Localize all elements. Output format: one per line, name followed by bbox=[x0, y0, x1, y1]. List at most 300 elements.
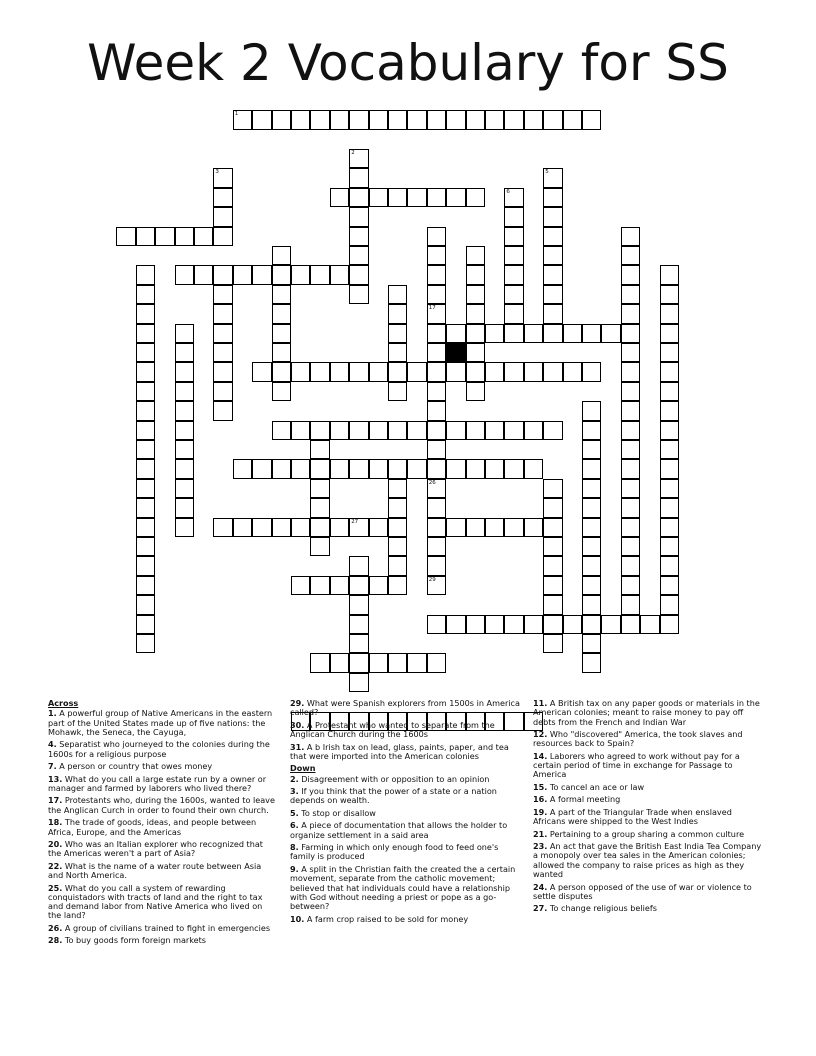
grid-cell[interactable] bbox=[291, 421, 310, 440]
grid-cell[interactable] bbox=[524, 362, 543, 381]
grid-cell[interactable] bbox=[524, 615, 543, 634]
grid-cell[interactable] bbox=[504, 615, 523, 634]
grid-cell[interactable] bbox=[272, 265, 291, 284]
grid-cell[interactable] bbox=[272, 110, 291, 129]
grid-cell[interactable] bbox=[601, 324, 620, 343]
grid-cell[interactable] bbox=[446, 518, 465, 537]
grid-cell[interactable] bbox=[136, 401, 155, 420]
grid-cell[interactable] bbox=[504, 304, 523, 323]
grid-cell[interactable] bbox=[485, 362, 504, 381]
grid-cell[interactable] bbox=[582, 110, 601, 129]
grid-cell[interactable] bbox=[407, 110, 426, 129]
grid-cell[interactable] bbox=[136, 440, 155, 459]
grid-cell[interactable] bbox=[485, 324, 504, 343]
grid-cell[interactable] bbox=[621, 324, 640, 343]
grid-cell[interactable] bbox=[427, 518, 446, 537]
grid-cell[interactable] bbox=[621, 556, 640, 575]
grid-cell[interactable] bbox=[427, 382, 446, 401]
grid-cell[interactable] bbox=[349, 595, 368, 614]
grid-cell[interactable] bbox=[310, 362, 329, 381]
grid-cell[interactable] bbox=[349, 362, 368, 381]
grid-cell[interactable] bbox=[330, 518, 349, 537]
grid-cell[interactable] bbox=[660, 537, 679, 556]
grid-cell[interactable] bbox=[369, 188, 388, 207]
grid-cell[interactable] bbox=[310, 110, 329, 129]
grid-cell[interactable] bbox=[291, 576, 310, 595]
grid-cell[interactable] bbox=[175, 440, 194, 459]
grid-cell[interactable] bbox=[136, 227, 155, 246]
grid-cell[interactable] bbox=[621, 246, 640, 265]
grid-cell[interactable] bbox=[369, 576, 388, 595]
grid-cell[interactable] bbox=[272, 421, 291, 440]
grid-cell[interactable] bbox=[175, 382, 194, 401]
grid-cell[interactable] bbox=[543, 246, 562, 265]
grid-cell[interactable] bbox=[543, 634, 562, 653]
grid-cell[interactable] bbox=[388, 518, 407, 537]
grid-cell[interactable] bbox=[175, 343, 194, 362]
grid-cell[interactable] bbox=[582, 556, 601, 575]
grid-cell[interactable] bbox=[504, 265, 523, 284]
grid-cell[interactable] bbox=[621, 518, 640, 537]
grid-cell[interactable] bbox=[621, 227, 640, 246]
grid-cell[interactable] bbox=[466, 362, 485, 381]
grid-cell[interactable] bbox=[543, 285, 562, 304]
grid-cell[interactable] bbox=[660, 459, 679, 478]
grid-cell[interactable] bbox=[582, 324, 601, 343]
grid-cell[interactable] bbox=[407, 362, 426, 381]
grid-cell[interactable] bbox=[349, 459, 368, 478]
grid-cell[interactable] bbox=[466, 285, 485, 304]
grid-cell[interactable] bbox=[175, 518, 194, 537]
grid-cell[interactable] bbox=[407, 188, 426, 207]
grid-cell[interactable] bbox=[369, 110, 388, 129]
grid-cell[interactable] bbox=[388, 556, 407, 575]
grid-cell[interactable] bbox=[136, 459, 155, 478]
grid-cell[interactable] bbox=[330, 362, 349, 381]
grid-cell[interactable] bbox=[427, 362, 446, 381]
grid-cell[interactable] bbox=[427, 110, 446, 129]
grid-cell[interactable] bbox=[582, 518, 601, 537]
grid-cell[interactable] bbox=[388, 285, 407, 304]
grid-cell[interactable] bbox=[543, 576, 562, 595]
grid-cell[interactable] bbox=[427, 537, 446, 556]
grid-cell[interactable] bbox=[543, 537, 562, 556]
grid-cell[interactable] bbox=[330, 110, 349, 129]
grid-cell[interactable] bbox=[136, 518, 155, 537]
grid-cell[interactable] bbox=[660, 362, 679, 381]
grid-cell[interactable] bbox=[349, 673, 368, 692]
grid-cell[interactable] bbox=[175, 498, 194, 517]
grid-cell[interactable] bbox=[272, 324, 291, 343]
grid-cell[interactable] bbox=[349, 634, 368, 653]
grid-cell[interactable] bbox=[427, 479, 446, 498]
grid-cell[interactable] bbox=[621, 285, 640, 304]
grid-cell[interactable] bbox=[446, 188, 465, 207]
grid-cell[interactable] bbox=[291, 518, 310, 537]
grid-cell[interactable] bbox=[310, 576, 329, 595]
grid-cell[interactable] bbox=[621, 382, 640, 401]
grid-cell[interactable] bbox=[272, 382, 291, 401]
grid-cell[interactable] bbox=[504, 518, 523, 537]
grid-cell[interactable] bbox=[388, 421, 407, 440]
grid-cell[interactable] bbox=[582, 401, 601, 420]
grid-cell[interactable] bbox=[388, 188, 407, 207]
grid-cell[interactable] bbox=[349, 227, 368, 246]
grid-cell[interactable] bbox=[582, 595, 601, 614]
grid-cell[interactable] bbox=[504, 227, 523, 246]
grid-cell[interactable] bbox=[563, 324, 582, 343]
grid-cell[interactable] bbox=[504, 285, 523, 304]
grid-cell[interactable] bbox=[310, 479, 329, 498]
grid-cell[interactable] bbox=[252, 362, 271, 381]
grid-cell[interactable] bbox=[349, 246, 368, 265]
grid-cell[interactable] bbox=[504, 324, 523, 343]
grid-cell[interactable] bbox=[621, 343, 640, 362]
grid-cell[interactable] bbox=[621, 479, 640, 498]
grid-cell[interactable] bbox=[485, 421, 504, 440]
grid-cell[interactable] bbox=[175, 421, 194, 440]
grid-cell[interactable] bbox=[427, 188, 446, 207]
grid-cell[interactable] bbox=[407, 421, 426, 440]
grid-cell[interactable] bbox=[272, 285, 291, 304]
grid-cell[interactable] bbox=[543, 518, 562, 537]
grid-cell[interactable] bbox=[621, 401, 640, 420]
grid-cell[interactable] bbox=[136, 479, 155, 498]
grid-cell[interactable] bbox=[427, 304, 446, 323]
grid-cell[interactable] bbox=[582, 576, 601, 595]
grid-cell[interactable] bbox=[660, 479, 679, 498]
grid-cell[interactable] bbox=[660, 595, 679, 614]
grid-cell[interactable] bbox=[427, 440, 446, 459]
grid-cell[interactable] bbox=[213, 343, 232, 362]
grid-cell[interactable] bbox=[582, 479, 601, 498]
grid-cell[interactable] bbox=[543, 421, 562, 440]
grid-cell[interactable] bbox=[485, 110, 504, 129]
grid-cell[interactable] bbox=[252, 459, 271, 478]
grid-cell[interactable] bbox=[116, 227, 135, 246]
grid-cell[interactable] bbox=[330, 653, 349, 672]
grid-cell[interactable] bbox=[349, 188, 368, 207]
grid-cell[interactable] bbox=[233, 110, 252, 129]
grid-cell[interactable] bbox=[466, 615, 485, 634]
grid-cell[interactable] bbox=[660, 421, 679, 440]
grid-cell[interactable] bbox=[660, 304, 679, 323]
grid-cell[interactable] bbox=[543, 188, 562, 207]
grid-cell[interactable] bbox=[349, 576, 368, 595]
grid-cell[interactable] bbox=[349, 265, 368, 284]
grid-cell[interactable] bbox=[252, 110, 271, 129]
grid-cell[interactable] bbox=[369, 421, 388, 440]
grid-cell[interactable] bbox=[388, 576, 407, 595]
grid-cell[interactable] bbox=[330, 188, 349, 207]
grid-cell[interactable] bbox=[310, 440, 329, 459]
grid-cell[interactable] bbox=[660, 285, 679, 304]
grid-cell[interactable] bbox=[660, 440, 679, 459]
grid-cell[interactable] bbox=[446, 110, 465, 129]
grid-cell[interactable] bbox=[427, 421, 446, 440]
grid-cell[interactable] bbox=[543, 304, 562, 323]
grid-cell[interactable] bbox=[485, 518, 504, 537]
grid-cell[interactable] bbox=[543, 498, 562, 517]
grid-cell[interactable] bbox=[213, 207, 232, 226]
grid-cell[interactable] bbox=[310, 265, 329, 284]
grid-cell[interactable] bbox=[660, 556, 679, 575]
grid-cell[interactable] bbox=[175, 479, 194, 498]
grid-cell[interactable] bbox=[369, 518, 388, 537]
grid-cell[interactable] bbox=[524, 421, 543, 440]
grid-cell[interactable] bbox=[466, 188, 485, 207]
grid-cell[interactable] bbox=[213, 227, 232, 246]
grid-cell[interactable] bbox=[136, 556, 155, 575]
grid-cell[interactable] bbox=[213, 382, 232, 401]
grid-cell[interactable] bbox=[330, 421, 349, 440]
grid-cell[interactable] bbox=[175, 362, 194, 381]
grid-cell[interactable] bbox=[407, 459, 426, 478]
grid-cell[interactable] bbox=[213, 265, 232, 284]
grid-cell[interactable] bbox=[136, 595, 155, 614]
grid-cell[interactable] bbox=[543, 207, 562, 226]
grid-cell[interactable] bbox=[466, 459, 485, 478]
grid-cell[interactable] bbox=[272, 343, 291, 362]
grid-cell[interactable] bbox=[349, 556, 368, 575]
grid-cell[interactable] bbox=[524, 324, 543, 343]
grid-cell[interactable] bbox=[427, 653, 446, 672]
grid-cell[interactable] bbox=[504, 362, 523, 381]
grid-cell[interactable] bbox=[349, 168, 368, 187]
grid-cell[interactable] bbox=[543, 110, 562, 129]
grid-cell[interactable] bbox=[136, 634, 155, 653]
grid-cell[interactable] bbox=[621, 537, 640, 556]
grid-cell[interactable] bbox=[466, 324, 485, 343]
grid-cell[interactable] bbox=[466, 246, 485, 265]
grid-cell[interactable] bbox=[601, 615, 620, 634]
grid-cell[interactable] bbox=[504, 459, 523, 478]
grid-cell[interactable] bbox=[388, 537, 407, 556]
grid-cell[interactable] bbox=[446, 421, 465, 440]
grid-cell[interactable] bbox=[349, 653, 368, 672]
grid-cell[interactable] bbox=[621, 440, 640, 459]
grid-cell[interactable] bbox=[524, 459, 543, 478]
grid-cell[interactable] bbox=[388, 653, 407, 672]
grid-cell[interactable] bbox=[543, 556, 562, 575]
grid-cell[interactable] bbox=[136, 343, 155, 362]
grid-cell[interactable] bbox=[427, 324, 446, 343]
grid-cell[interactable] bbox=[466, 421, 485, 440]
grid-cell[interactable] bbox=[582, 615, 601, 634]
grid-cell[interactable] bbox=[272, 304, 291, 323]
grid-cell[interactable] bbox=[272, 518, 291, 537]
grid-cell[interactable] bbox=[621, 615, 640, 634]
grid-cell[interactable] bbox=[466, 382, 485, 401]
grid-cell[interactable] bbox=[427, 459, 446, 478]
grid-cell[interactable] bbox=[349, 149, 368, 168]
grid-cell[interactable] bbox=[640, 615, 659, 634]
grid-cell[interactable] bbox=[330, 459, 349, 478]
grid-cell[interactable] bbox=[136, 576, 155, 595]
grid-cell[interactable] bbox=[369, 459, 388, 478]
grid-cell[interactable] bbox=[582, 362, 601, 381]
grid-cell[interactable] bbox=[446, 615, 465, 634]
grid-cell[interactable] bbox=[582, 537, 601, 556]
grid-cell[interactable] bbox=[155, 227, 174, 246]
grid-cell[interactable] bbox=[330, 265, 349, 284]
grid-cell[interactable] bbox=[563, 615, 582, 634]
grid-cell[interactable] bbox=[136, 285, 155, 304]
grid-cell[interactable] bbox=[213, 168, 232, 187]
grid-cell[interactable] bbox=[349, 421, 368, 440]
grid-cell[interactable] bbox=[446, 324, 465, 343]
grid-cell[interactable] bbox=[136, 382, 155, 401]
grid-cell[interactable] bbox=[349, 207, 368, 226]
grid-cell[interactable] bbox=[252, 265, 271, 284]
grid-cell[interactable] bbox=[582, 440, 601, 459]
grid-cell[interactable] bbox=[272, 459, 291, 478]
grid-cell[interactable] bbox=[543, 227, 562, 246]
grid-cell[interactable] bbox=[388, 110, 407, 129]
grid-cell[interactable] bbox=[136, 498, 155, 517]
grid-cell[interactable] bbox=[213, 401, 232, 420]
grid-cell[interactable] bbox=[621, 498, 640, 517]
grid-cell[interactable] bbox=[213, 188, 232, 207]
grid-cell[interactable] bbox=[388, 382, 407, 401]
grid-cell[interactable] bbox=[446, 362, 465, 381]
grid-cell[interactable] bbox=[466, 518, 485, 537]
grid-cell[interactable] bbox=[621, 421, 640, 440]
grid-cell[interactable] bbox=[485, 615, 504, 634]
grid-cell[interactable] bbox=[136, 537, 155, 556]
grid-cell[interactable] bbox=[388, 343, 407, 362]
grid-cell[interactable] bbox=[621, 265, 640, 284]
grid-cell[interactable] bbox=[621, 459, 640, 478]
grid-cell[interactable] bbox=[504, 246, 523, 265]
grid-cell[interactable] bbox=[563, 362, 582, 381]
grid-cell[interactable] bbox=[369, 653, 388, 672]
grid-cell[interactable] bbox=[543, 324, 562, 343]
grid-cell[interactable] bbox=[388, 479, 407, 498]
grid-cell[interactable] bbox=[504, 421, 523, 440]
grid-cell[interactable] bbox=[466, 110, 485, 129]
grid-cell[interactable] bbox=[407, 653, 426, 672]
grid-cell[interactable] bbox=[310, 421, 329, 440]
grid-cell[interactable] bbox=[543, 265, 562, 284]
grid-cell[interactable] bbox=[621, 304, 640, 323]
grid-cell[interactable] bbox=[310, 518, 329, 537]
grid-cell[interactable] bbox=[543, 615, 562, 634]
grid-cell[interactable] bbox=[213, 285, 232, 304]
grid-cell[interactable] bbox=[543, 168, 562, 187]
grid-cell[interactable] bbox=[175, 227, 194, 246]
grid-cell[interactable] bbox=[446, 459, 465, 478]
grid-cell[interactable] bbox=[349, 110, 368, 129]
grid-cell[interactable] bbox=[660, 518, 679, 537]
grid-cell[interactable] bbox=[504, 188, 523, 207]
grid-cell[interactable] bbox=[582, 653, 601, 672]
grid-cell[interactable] bbox=[310, 653, 329, 672]
grid-cell[interactable] bbox=[194, 265, 213, 284]
grid-cell[interactable] bbox=[194, 227, 213, 246]
grid-cell[interactable] bbox=[621, 595, 640, 614]
grid-cell[interactable] bbox=[582, 421, 601, 440]
grid-cell[interactable] bbox=[524, 518, 543, 537]
grid-cell[interactable] bbox=[388, 498, 407, 517]
grid-cell[interactable] bbox=[660, 382, 679, 401]
grid-cell[interactable] bbox=[466, 304, 485, 323]
grid-cell[interactable] bbox=[543, 362, 562, 381]
grid-cell[interactable] bbox=[291, 459, 310, 478]
grid-cell[interactable] bbox=[369, 362, 388, 381]
grid-cell[interactable] bbox=[466, 265, 485, 284]
grid-cell[interactable] bbox=[233, 459, 252, 478]
grid-cell[interactable] bbox=[660, 343, 679, 362]
grid-cell[interactable] bbox=[388, 304, 407, 323]
grid-cell[interactable] bbox=[485, 459, 504, 478]
grid-cell[interactable] bbox=[466, 343, 485, 362]
grid-cell[interactable] bbox=[621, 362, 640, 381]
grid-cell[interactable] bbox=[563, 110, 582, 129]
grid-cell[interactable] bbox=[310, 498, 329, 517]
grid-cell[interactable] bbox=[136, 615, 155, 634]
grid-cell[interactable] bbox=[388, 459, 407, 478]
grid-cell[interactable] bbox=[136, 421, 155, 440]
grid-cell[interactable] bbox=[427, 265, 446, 284]
grid-cell[interactable] bbox=[388, 362, 407, 381]
grid-cell[interactable] bbox=[291, 265, 310, 284]
grid-cell[interactable] bbox=[427, 285, 446, 304]
grid-cell[interactable] bbox=[136, 304, 155, 323]
grid-cell[interactable] bbox=[660, 576, 679, 595]
grid-cell[interactable] bbox=[427, 227, 446, 246]
grid-cell[interactable] bbox=[175, 459, 194, 478]
grid-cell[interactable] bbox=[349, 615, 368, 634]
grid-cell[interactable] bbox=[175, 324, 194, 343]
grid-cell[interactable] bbox=[136, 362, 155, 381]
grid-cell[interactable] bbox=[213, 324, 232, 343]
grid-cell[interactable] bbox=[310, 459, 329, 478]
grid-cell[interactable] bbox=[427, 246, 446, 265]
grid-cell[interactable] bbox=[272, 362, 291, 381]
grid-cell[interactable] bbox=[660, 498, 679, 517]
grid-cell[interactable] bbox=[660, 265, 679, 284]
grid-cell[interactable] bbox=[427, 556, 446, 575]
grid-cell[interactable] bbox=[543, 595, 562, 614]
grid-cell[interactable] bbox=[582, 459, 601, 478]
grid-cell[interactable] bbox=[136, 265, 155, 284]
grid-cell[interactable] bbox=[272, 246, 291, 265]
grid-cell[interactable] bbox=[427, 576, 446, 595]
grid-cell[interactable] bbox=[582, 634, 601, 653]
grid-cell[interactable] bbox=[543, 479, 562, 498]
grid-cell[interactable] bbox=[136, 324, 155, 343]
grid-cell[interactable] bbox=[175, 265, 194, 284]
grid-cell[interactable] bbox=[388, 324, 407, 343]
grid-cell[interactable] bbox=[582, 498, 601, 517]
grid-cell[interactable] bbox=[660, 401, 679, 420]
grid-cell[interactable] bbox=[291, 362, 310, 381]
grid-cell[interactable] bbox=[310, 537, 329, 556]
grid-cell[interactable] bbox=[427, 615, 446, 634]
grid-cell[interactable] bbox=[660, 324, 679, 343]
grid-cell[interactable] bbox=[213, 518, 232, 537]
grid-cell[interactable] bbox=[427, 343, 446, 362]
grid-cell[interactable] bbox=[621, 576, 640, 595]
grid-cell[interactable] bbox=[252, 518, 271, 537]
grid-cell[interactable] bbox=[524, 110, 543, 129]
grid-cell[interactable] bbox=[504, 110, 523, 129]
grid-cell[interactable] bbox=[175, 401, 194, 420]
grid-cell[interactable] bbox=[504, 207, 523, 226]
grid-cell[interactable] bbox=[427, 498, 446, 517]
grid-cell[interactable] bbox=[233, 265, 252, 284]
